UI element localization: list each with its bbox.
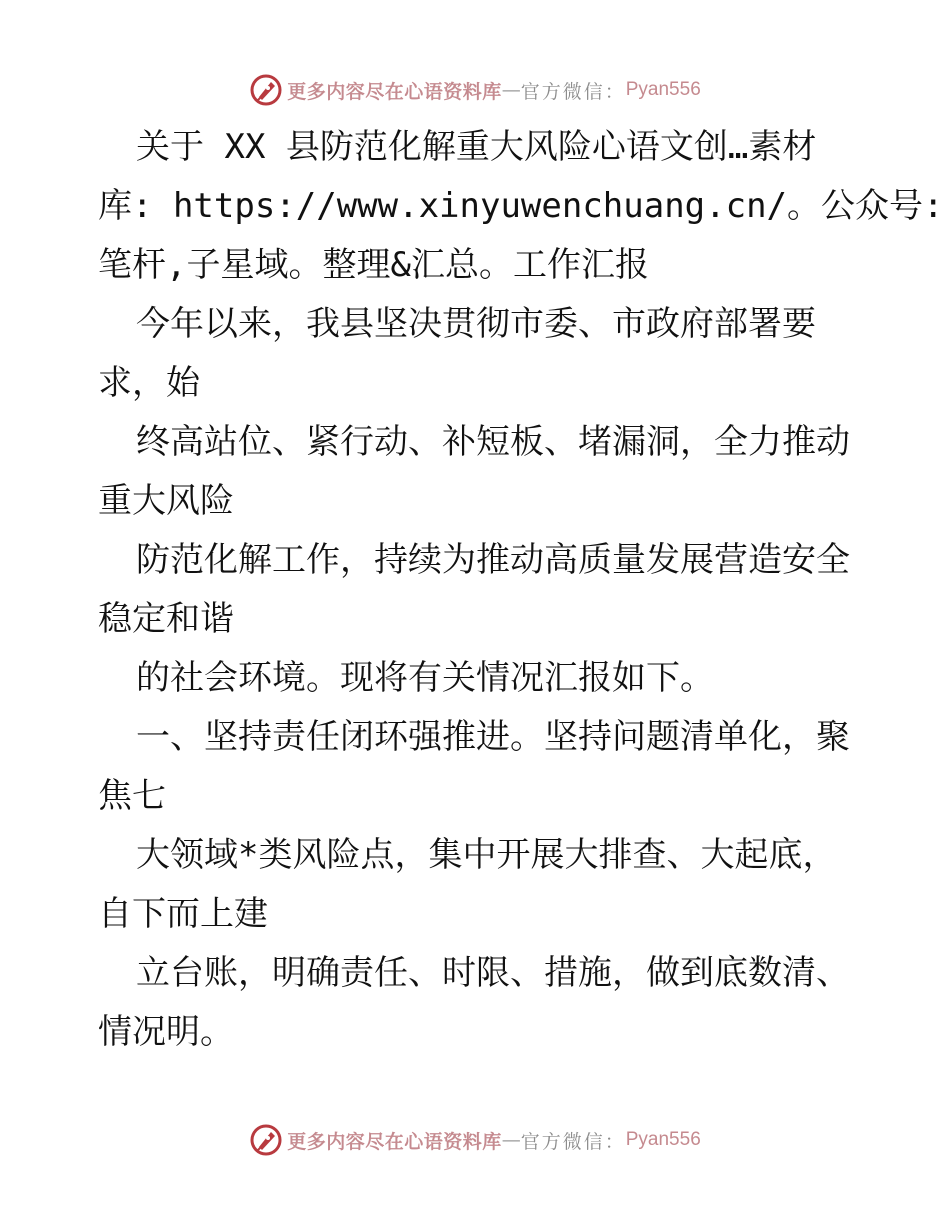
footer-banner[interactable] (0, 1120, 950, 1160)
banner-wechat-id: Pyan556 (625, 79, 701, 100)
body-line: 库: https://www.xinyuwenchuang.cn/。公众号: (98, 186, 944, 226)
banner-title: 更多内容尽在心语资料库 (287, 1130, 502, 1153)
pen-nib-logo-icon (249, 73, 283, 107)
body-line: 的社会环境。现将有关情况汇报如下。 (136, 658, 714, 698)
body-line: 防范化解工作，持续为推动高质量发展营造安全 (136, 540, 850, 580)
body-line: 立台账，明确责任、时限、措施，做到底数清、 (136, 953, 850, 993)
header-banner[interactable] (0, 70, 950, 110)
body-line: 稳定和谐 (98, 599, 234, 639)
document-body (98, 118, 944, 1062)
body-line: 关于 XX 县防范化解重大风险心语文创…素材 (136, 127, 817, 167)
banner-separator: — (501, 79, 521, 101)
body-line: 求，始 (98, 363, 200, 403)
banner-title: 更多内容尽在心语资料库 (287, 80, 502, 103)
body-line: 笔杆,子星域。整理&汇总。工作汇报 (98, 245, 649, 285)
banner-wechat-id: Pyan556 (625, 1129, 701, 1150)
banner-separator: — (501, 1129, 521, 1151)
banner-wechat-label: 官方微信： (520, 80, 626, 103)
body-line: 重大风险 (98, 481, 234, 521)
body-line: 焦七 (98, 776, 166, 816)
banner-wechat-label: 官方微信： (520, 1130, 626, 1153)
body-line: 情况明。 (98, 1012, 234, 1052)
pen-nib-logo-icon (249, 1123, 283, 1157)
body-line: 一、坚持责任闭环强推进。坚持问题清单化，聚 (136, 717, 850, 757)
body-line: 大领域*类风险点，集中开展大排查、大起底， (136, 835, 837, 875)
body-line: 今年以来，我县坚决贯彻市委、市政府部署要 (136, 304, 816, 344)
body-line: 自下而上建 (98, 894, 268, 934)
body-line: 终高站位、紧行动、补短板、堵漏洞，全力推动 (136, 422, 850, 462)
